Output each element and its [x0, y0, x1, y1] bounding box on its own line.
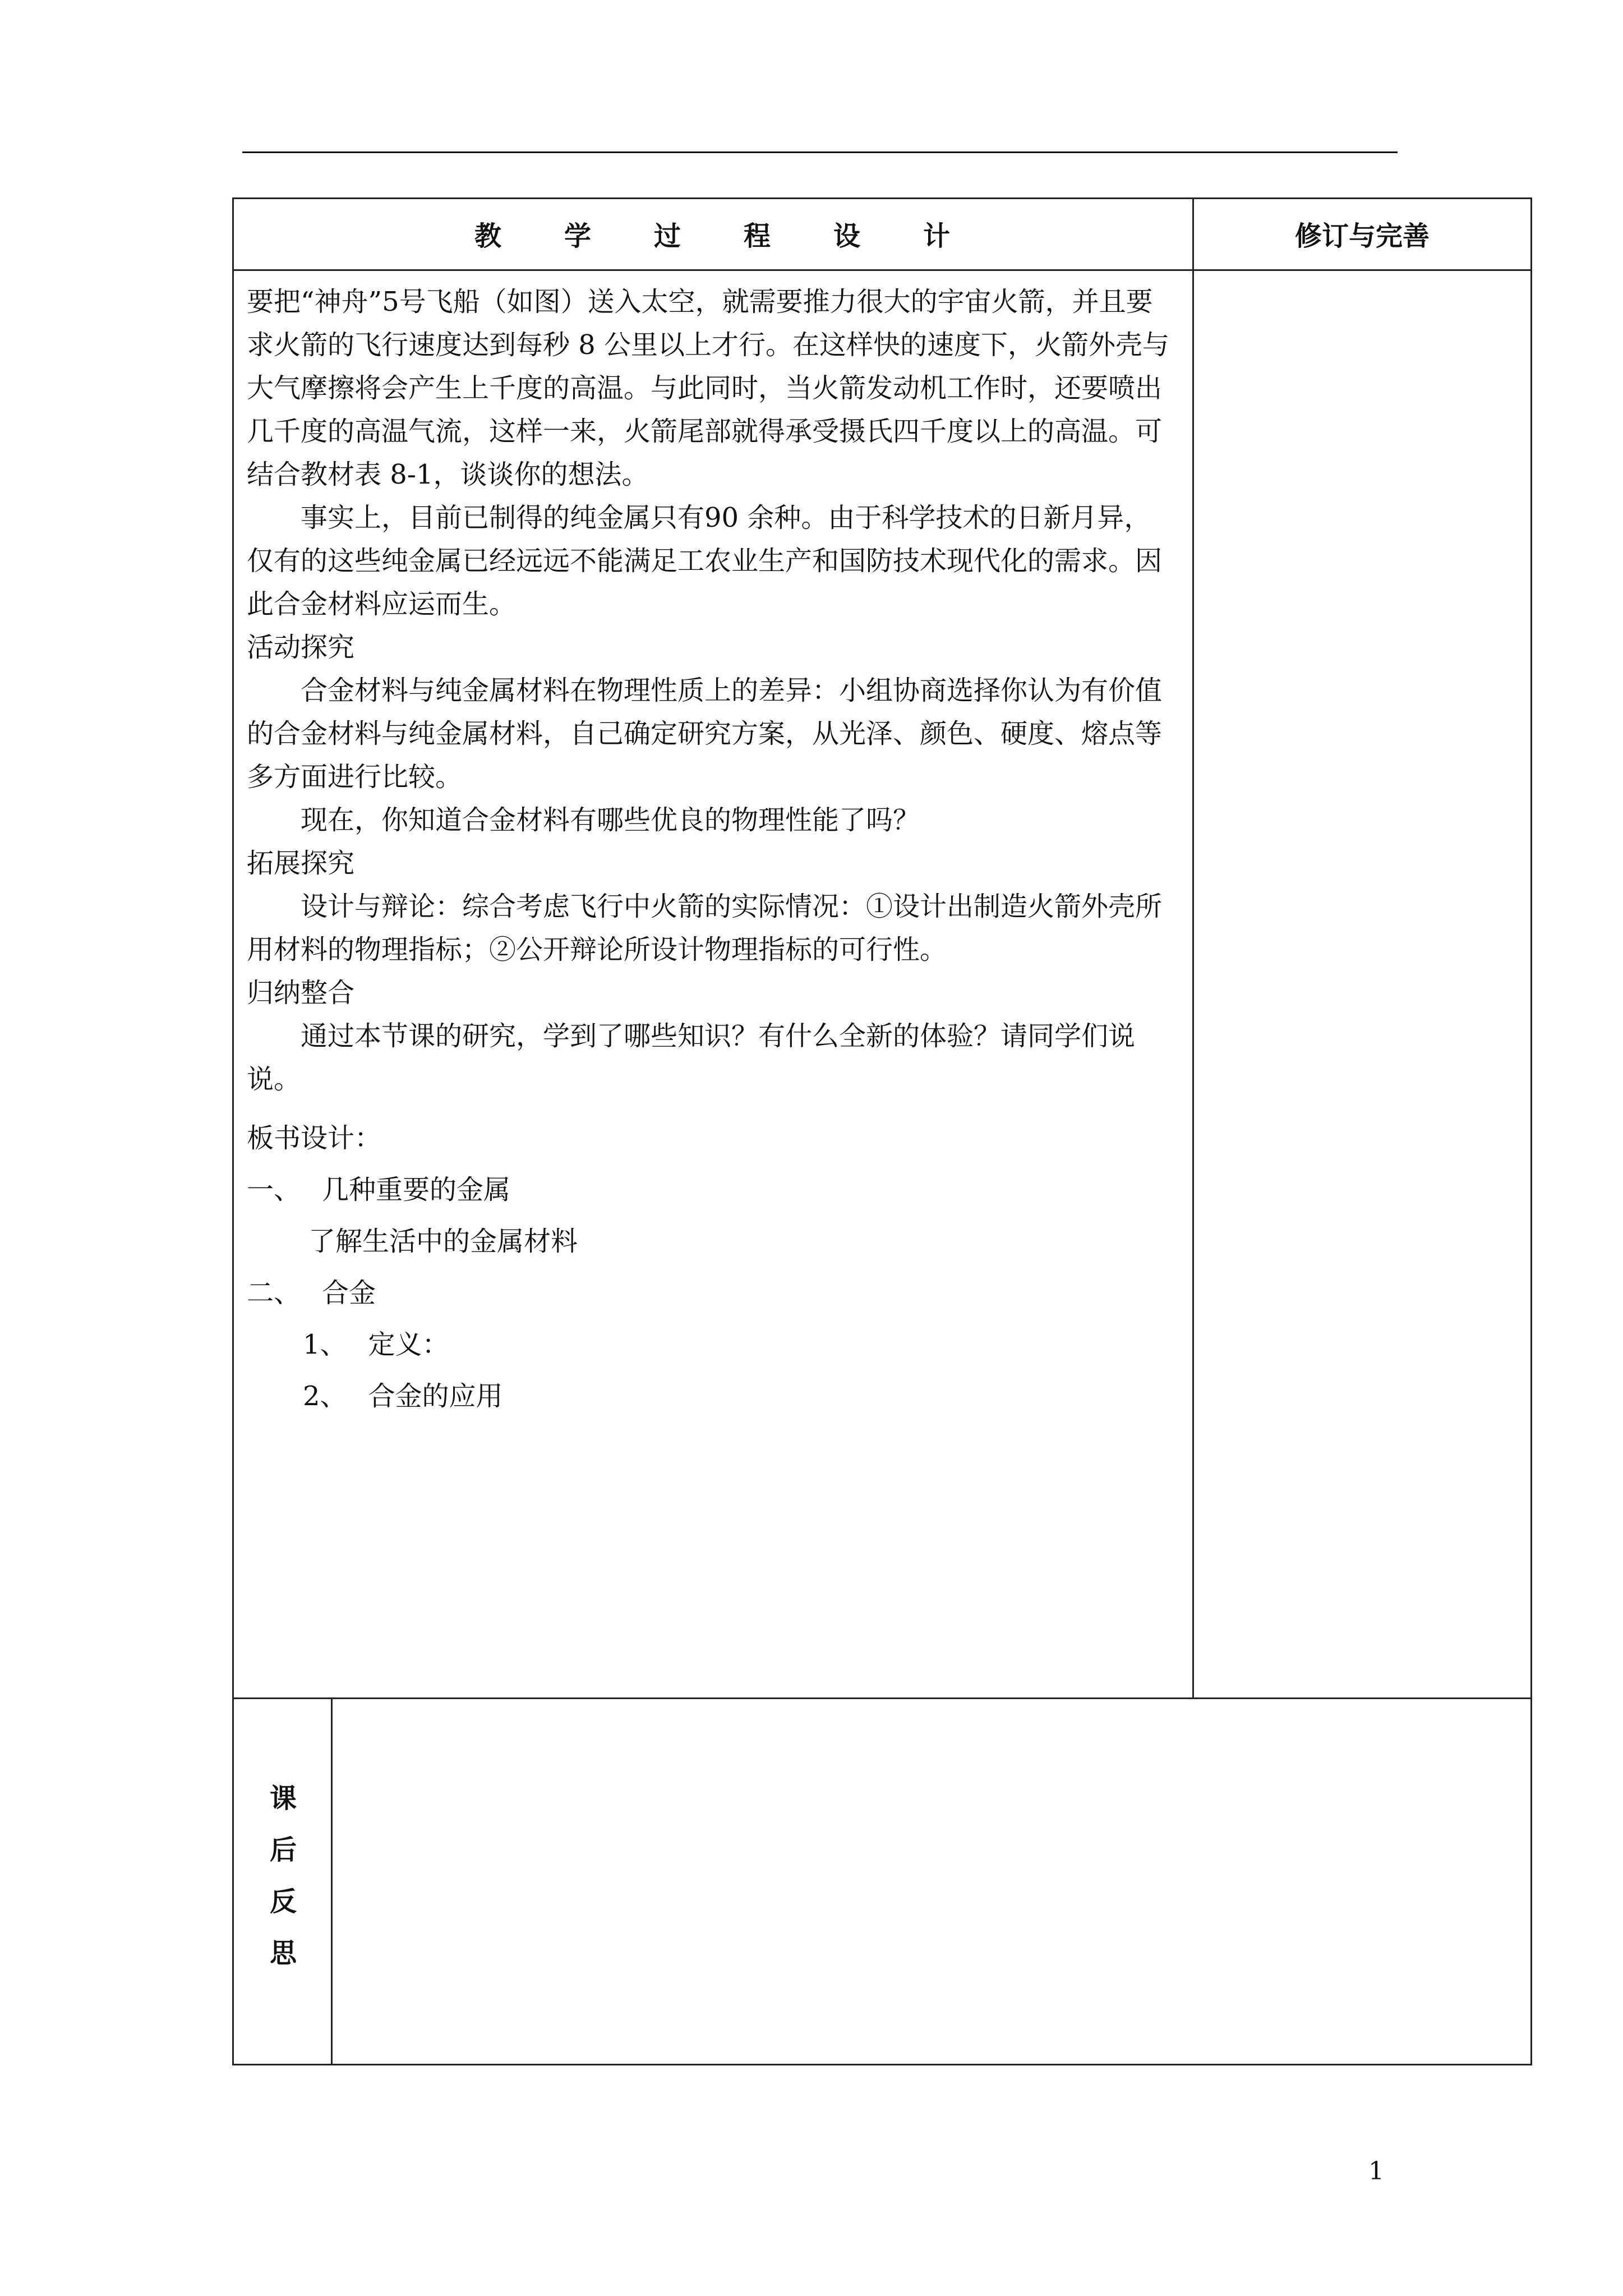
board-section: [247, 1164, 1178, 1216]
reflection-label-divider: [331, 1697, 333, 2065]
header-divider: [232, 269, 1532, 271]
header-char: 教: [474, 220, 501, 252]
paragraph: 现在，你知道合金材料有哪些优良的物理性能了吗？: [301, 804, 920, 836]
board-section-number: 一、: [247, 1174, 301, 1205]
column-divider: [1192, 197, 1194, 1699]
paragraph: 要把“神舟”5号飞船（如图）送入太空，就需要推力很大的宇宙火箭，并且要求火箭的飞行速度达到每秒 8 公里以上才行。在这样快的速度下，火箭外壳与大气摩擦将会产生上千度的高温。与此同时，当火箭发动机工作时，还要喷出几千度的高温气流，这样一来，火箭尾部就得承受摄氏四千度以上的高温。可结合教材表 8-1，谈谈你的想法。: [247, 286, 1170, 490]
reflection-char: 后: [269, 1834, 297, 1866]
board-item-text: 定义：: [368, 1329, 449, 1360]
board-section: [247, 1267, 1178, 1319]
board-item-number: 1、: [303, 1329, 347, 1360]
board-section-text: 合金: [322, 1277, 376, 1309]
paragraph: 设计与辩论：综合考虑飞行中火箭的实际情况：①设计出制造火箭外壳所用材料的物理指标；②公开辩论所设计物理指标的可行性。: [247, 891, 1163, 965]
reflection-divider: [232, 1697, 1532, 1699]
board-item: [247, 1370, 1178, 1422]
board-item-number: 2、: [303, 1381, 347, 1412]
lesson-content: [247, 280, 1178, 1422]
header-teaching-process: [232, 197, 1192, 269]
board-section-text: 几种重要的金属: [322, 1174, 511, 1205]
section-heading: 拓展探究: [247, 848, 355, 879]
paragraph: 通过本节课的研究，学到了哪些知识？有什么全新的体验？请同学们说说。: [247, 1020, 1136, 1095]
header-char: 程: [744, 220, 771, 252]
board-design: [247, 1112, 1178, 1422]
board-title: 板书设计：: [247, 1122, 382, 1154]
header-char: 设: [833, 220, 861, 252]
section-heading: 活动探究: [247, 632, 355, 663]
header-revision: 修订与完善: [1294, 220, 1430, 252]
header-char: 学: [564, 220, 591, 252]
header-rule: [242, 151, 1398, 153]
reflection-char: 反: [269, 1886, 297, 1917]
board-subitem: 了解生活中的金属材料: [308, 1226, 578, 1257]
paragraph: 事实上，目前已制得的纯金属只有90 余种。由于科学技术的日新月异，仅有的这些纯金属已经远远不能满足工农业生产和国防技术现代化的需求。因此合金材料应运而生。: [247, 502, 1163, 620]
page-number: 1: [1368, 2157, 1384, 2185]
header-char: 过: [653, 220, 681, 252]
reflection-char: 课: [269, 1783, 297, 1814]
board-item-text: 合金的应用: [368, 1381, 503, 1412]
board-section-number: 二、: [247, 1277, 301, 1309]
paragraph: 合金材料与纯金属材料在物理性质上的差异：小组协商选择你认为有价值的合金材料与纯金属材料，自己确定研究方案，从光泽、颜色、硬度、熔点等多方面进行比较。: [247, 675, 1163, 793]
section-heading: 归纳整合: [247, 977, 355, 1009]
reflection-label: [236, 1773, 331, 1979]
reflection-char: 思: [269, 1938, 297, 1969]
header-char: 计: [923, 220, 951, 252]
board-item: [247, 1319, 1178, 1370]
